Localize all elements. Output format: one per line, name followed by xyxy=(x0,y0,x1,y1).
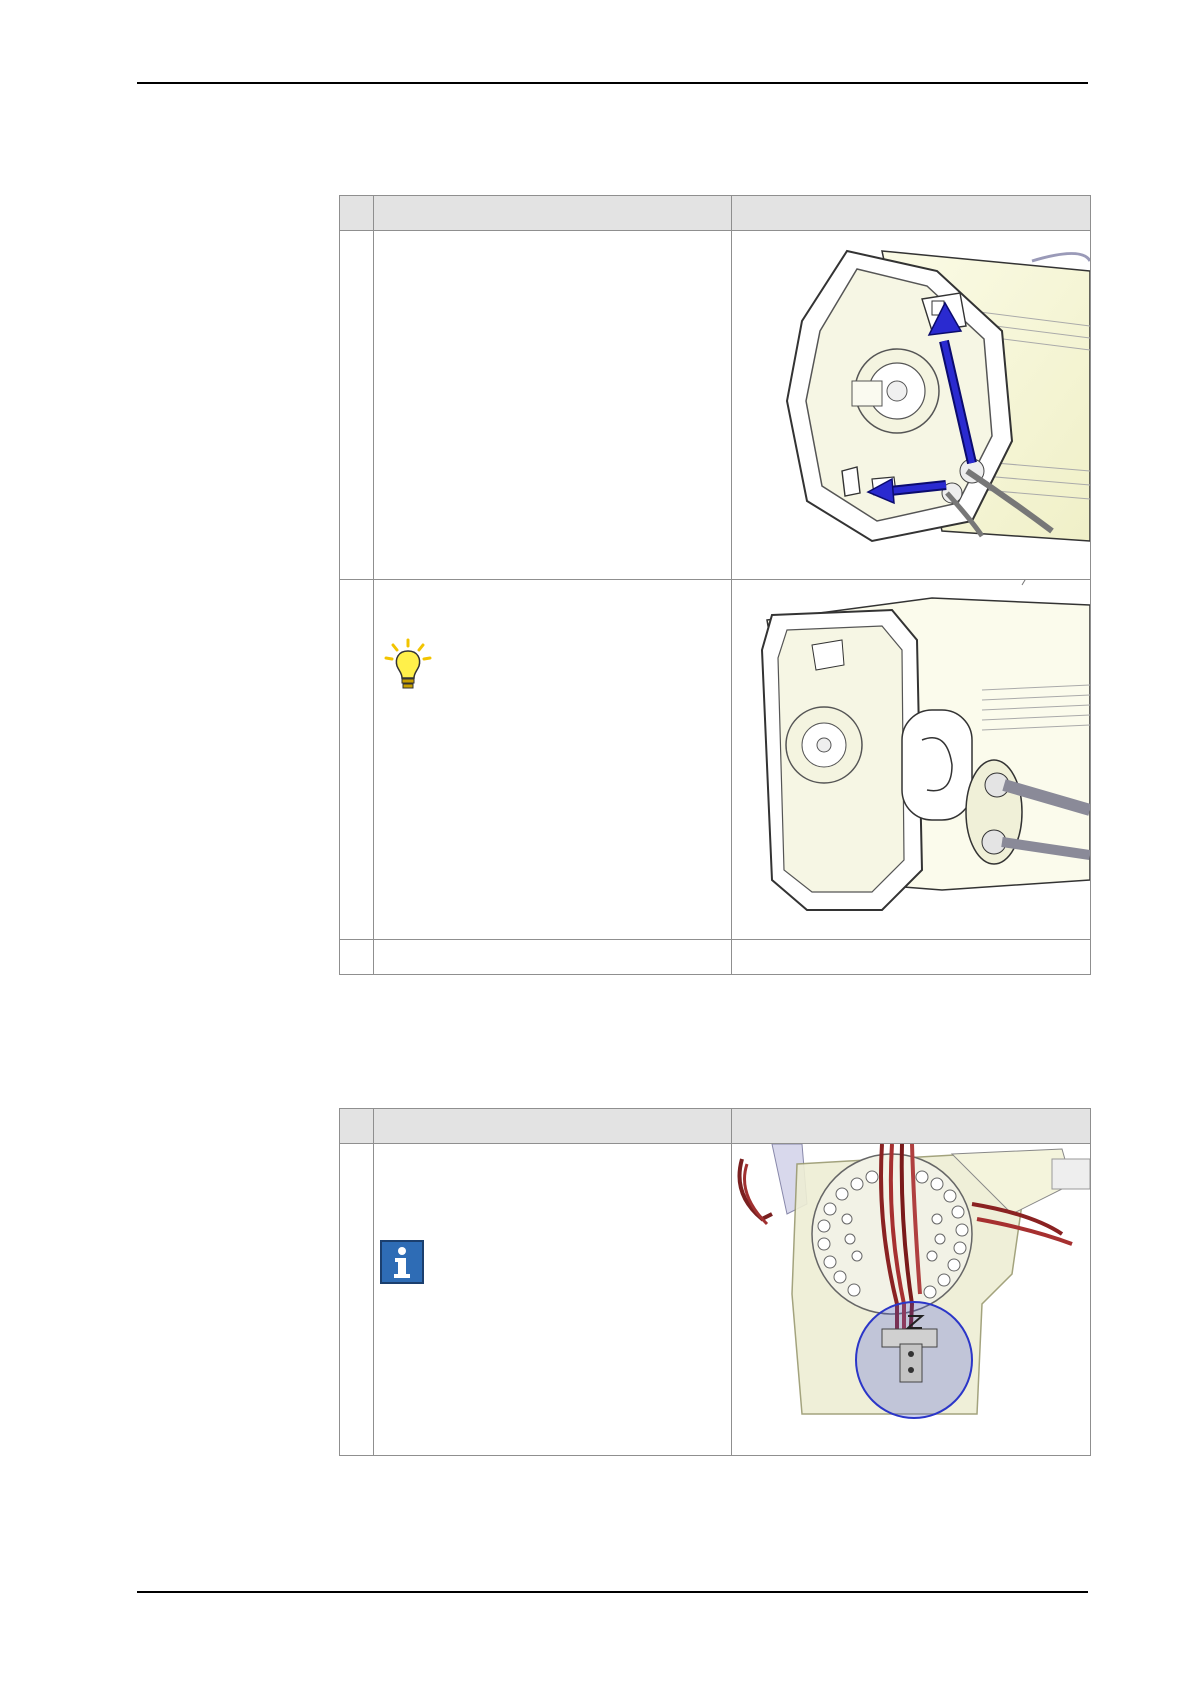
motor-housing-cable-illustration xyxy=(732,580,1090,939)
illustration-cell xyxy=(732,1144,1091,1456)
table-row xyxy=(340,940,1091,975)
header-info-cell xyxy=(732,1109,1091,1144)
top-rule xyxy=(137,82,1088,84)
bottom-rule xyxy=(137,1591,1088,1593)
step-cell xyxy=(340,580,374,940)
step-cell xyxy=(340,231,374,580)
table-row xyxy=(340,580,1091,940)
header-action-cell xyxy=(374,196,732,231)
header-step-cell xyxy=(340,1109,374,1144)
illustration-cell xyxy=(732,231,1091,580)
step-cell xyxy=(340,1144,374,1456)
action-cell xyxy=(374,231,732,580)
table-header-row xyxy=(340,196,1091,231)
table-row xyxy=(340,231,1091,580)
procedure-table-2 xyxy=(339,1108,1091,1456)
lightbulb-tip-icon xyxy=(383,638,433,692)
action-cell xyxy=(374,940,732,975)
header-info-cell xyxy=(732,196,1091,231)
illustration-cell xyxy=(732,940,1091,975)
header-action-cell xyxy=(374,1109,732,1144)
table-header-row xyxy=(340,1109,1091,1144)
action-cell xyxy=(374,1144,732,1456)
info-note-icon xyxy=(380,1240,424,1284)
step-cell xyxy=(340,940,374,975)
procedure-table-1 xyxy=(339,195,1091,975)
header-step-cell xyxy=(340,196,374,231)
motor-housing-illustration xyxy=(732,231,1090,579)
action-cell xyxy=(374,580,732,940)
cable-harness-illustration xyxy=(732,1144,1090,1455)
table-row xyxy=(340,1144,1091,1456)
illustration-cell xyxy=(732,580,1091,940)
